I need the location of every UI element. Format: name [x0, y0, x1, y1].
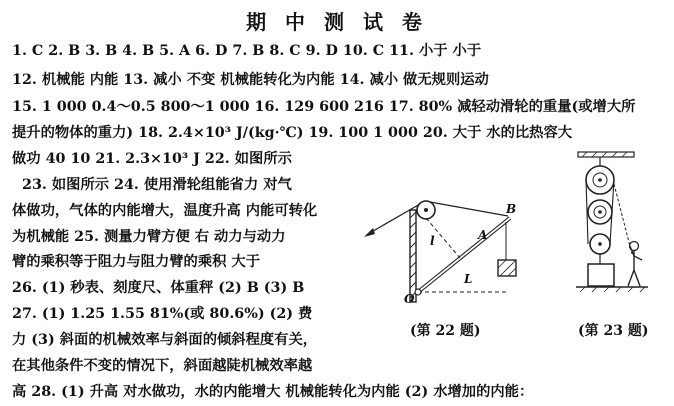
figure-23-caption: (第 23 题): [578, 323, 649, 339]
figure-22-caption: (第 22 题): [410, 323, 481, 339]
label-a: A: [478, 228, 488, 242]
label-L: L: [464, 272, 473, 286]
answer-line-11: 27. (1) 1.25 1.55 81%(或 80.6%) (2) 费: [12, 306, 313, 322]
answer-line-14: 高 28. (1) 升高 对水做功，水的内能增大 机械能转化为内能 (2) 水增加的内能：: [12, 384, 534, 400]
answer-line-3: 15. 1 000 0.4～0.5 800～1 000 16. 129 600 216 17. 80% 减轻动滑轮的重量(或增大所: [12, 99, 636, 115]
answer-line-1: 1. C 2. B 3. B 4. B 5. A 6. D 7. B 8. C 9. D 10. C 11. 小于 小于: [12, 43, 482, 59]
label-o: O: [404, 292, 415, 306]
figure-22-lever: [360, 188, 530, 306]
label-l: l: [430, 234, 435, 248]
page-title: 期 中 测 试 卷: [246, 10, 428, 34]
answer-line-7: 体做功，气体的内能增大，温度升高 内能可转化: [12, 203, 318, 219]
figure-23-pulley: [572, 150, 652, 302]
answer-line-13: 在其他条件不变的情况下，斜面越陡机械效率越: [12, 358, 313, 374]
answer-line-4: 提升的物体的重力) 18. 2.4×10³ J/(kg·℃) 19. 100 1 000 20. 大于 水的比热容大: [12, 125, 573, 141]
answer-line-10: 26. (1) 秒表、刻度尺、体重秤 (2) B (3) B: [12, 280, 305, 296]
answer-line-8: 为机械能 25. 测量力臂方便 右 动力与动力: [12, 229, 286, 245]
answer-line-9: 臂的乘积等于阻力与阻力臂的乘积 大于: [12, 254, 261, 270]
answer-line-2: 12. 机械能 内能 13. 减小 不变 机械能转化为内能 14. 减小 做无规则运动: [12, 72, 489, 88]
label-b: B: [506, 202, 517, 216]
answer-line-5: 做功 40 10 21. 2.3×10³ J 22. 如图所示: [12, 151, 292, 167]
answer-line-6: 23. 如图所示 24. 使用滑轮组能省力 对气: [22, 177, 292, 193]
answer-line-12: 力 (3) 斜面的机械效率与斜面的倾斜程度有关，: [12, 332, 318, 348]
